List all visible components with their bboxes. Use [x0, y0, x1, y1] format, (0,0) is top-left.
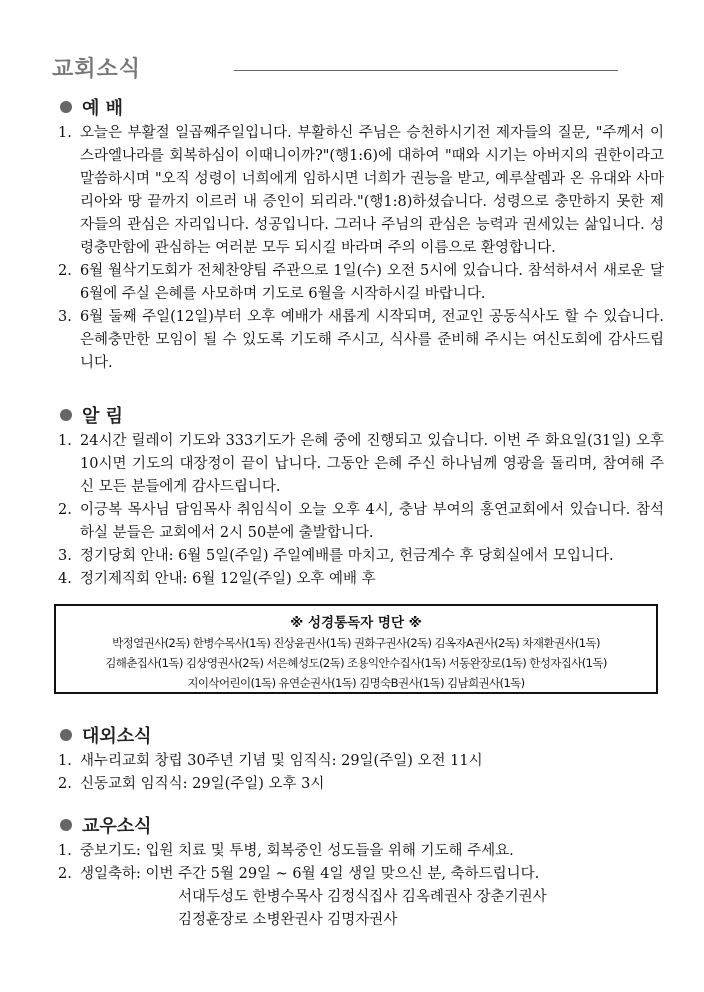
- item-number: 1.: [58, 843, 72, 859]
- page-title: 교회소식: [52, 56, 142, 82]
- external-news-list: [54, 750, 664, 796]
- item-number: 2.: [58, 866, 72, 882]
- list-item: [54, 260, 664, 306]
- birthday-names: 서대두성도 한병수목사 김정식집사 김옥례권사 장춘기권사: [178, 889, 547, 905]
- list-item: [54, 306, 664, 375]
- section-heading: [54, 812, 664, 838]
- item-text: 이긍복 목사님 담임목사 취임식이 오늘 오후 4시, 충남 부여의 홍연교회에서 있습니다. 참석하실 분들은 교회에서 2시 50분에 출발합니다.: [80, 502, 664, 541]
- list-item: [54, 863, 664, 932]
- birthday-names: 김정훈장로 소병완권사 김명자권사: [178, 912, 398, 928]
- announcements-section: [54, 402, 664, 591]
- worship-section: [54, 94, 664, 375]
- list-item: [54, 499, 664, 545]
- section-heading: [54, 402, 664, 428]
- item-number: 1.: [58, 433, 72, 449]
- item-text: 오늘은 부활절 일곱째주일입니다. 부활하신 주님은 승천하시기전 제자들의 질문, "주께서 이스라엘나라를 회복하심이 이때니이까?"(행1:6)에 대하여 "때와 시기는 아버지의 권한이라고 말씀하시며 "오직 성령이 너희에게 임하시면 너희가 권능을 받고, 예루살렘과 온 유대와 사마리아와 땅 끝까지 이르러 내 증인이 되리라."(행1:8)하셨습니다. 성령으로 충만하지 못한 제자들의 관심은 자리입니다. 성공입니다. 그러나 주님의 관심은 능력과 권세있는 삶입니다. 성령충만함에 관심하는 여러분 모두 되시길 바라며 주의 이름으로 환영합니다.: [80, 125, 664, 256]
- list-item: [54, 773, 664, 796]
- list-item: [54, 568, 664, 591]
- announcements-list: [54, 430, 664, 591]
- section-heading: [54, 94, 664, 120]
- circle-bullet-icon: [60, 409, 72, 421]
- list-item: [54, 545, 664, 568]
- item-number: 2.: [58, 502, 72, 518]
- circle-bullet-icon: [60, 101, 72, 113]
- member-news-section: [54, 812, 664, 932]
- item-text: 신동교회 임직식: 29일(주일) 오후 3시: [80, 776, 325, 792]
- item-number: 2.: [58, 263, 72, 279]
- item-number: 3.: [58, 548, 72, 564]
- bible-readers-line: 지이삭어린이(1독) 유연순권사(1독) 김명숙B권사(1독) 김남희권사(1독): [187, 676, 525, 690]
- item-text: 정기제직회 안내: 6월 12일(주일) 오후 예배 후: [80, 571, 376, 587]
- circle-bullet-icon: [60, 819, 72, 831]
- item-number: 2.: [58, 776, 72, 792]
- item-number: 4.: [58, 571, 72, 587]
- circle-bullet-icon: [60, 729, 72, 741]
- bible-readers-box: [54, 604, 658, 694]
- item-text: 중보기도: 입원 치료 및 투병, 회복중인 성도들을 위해 기도해 주세요.: [80, 843, 514, 859]
- external-news-section: [54, 722, 664, 796]
- item-number: 1.: [58, 753, 72, 769]
- list-item: [54, 430, 664, 499]
- section-title: 알 림: [82, 406, 124, 427]
- list-item: [54, 122, 664, 260]
- item-number: 3.: [58, 309, 72, 325]
- item-text: 새누리교회 창립 30주년 기념 및 임직식: 29일(주일) 오전 11시: [80, 753, 483, 769]
- item-text: 정기당회 안내: 6월 5일(주일) 주일예배를 마치고, 헌금계수 후 당회실에서 모입니다.: [80, 548, 614, 564]
- member-news-list: [54, 840, 664, 932]
- worship-list: [54, 122, 664, 375]
- bible-readers-line: 김해춘집사(1독) 김상영권사(2독) 서은혜성도(2독) 조용익안수집사(1독) 서동완장로(1독) 한성자집사(1독): [105, 656, 607, 670]
- item-number: 1.: [58, 125, 72, 141]
- list-item: [54, 750, 664, 773]
- header-divider: [234, 70, 618, 71]
- page-header: [52, 52, 632, 92]
- item-text: 6월 월삭기도회가 전체찬양팀 주관으로 1일(수) 오전 5시에 있습니다. 참석하셔서 새로운 달 6월에 주실 은혜를 사모하며 기도로 6월을 시작하시길 바랍니다.: [80, 263, 664, 302]
- item-text: 생일축하: 이번 주간 5월 29일 ~ 6월 4일 생일 맞으신 분, 축하드립니다.: [80, 866, 540, 882]
- section-title: 교우소식: [82, 816, 152, 837]
- section-title: 대외소식: [82, 726, 152, 747]
- section-title: 예 배: [82, 98, 124, 119]
- item-text: 6월 둘째 주일(12일)부터 오후 예배가 새롭게 시작되며, 전교인 공동식사도 할 수 있습니다. 은혜충만한 모임이 될 수 있도록 기도해 주시고, 식사를 준비해 주시는 여신도회에 감사드립니다.: [80, 309, 664, 371]
- bible-readers-title: ※ 성경통독자 명단 ※: [290, 615, 422, 631]
- section-heading: [54, 722, 664, 748]
- item-text: 24시간 릴레이 기도와 333기도가 은혜 중에 진행되고 있습니다. 이번 주 화요일(31일) 오후 10시면 기도의 대장정이 끝이 납니다. 그동안 은혜 주신 하나님께 영광을 돌리며, 참여해 주신 모든 분들에게 감사드립니다.: [80, 433, 664, 495]
- bible-readers-line: 박정열권사(2독) 한병수목사(1독) 진상윤권사(1독) 권화구권사(2독) 김옥자A권사(2독) 차재환권사(1독): [112, 636, 600, 650]
- list-item: [54, 840, 664, 863]
